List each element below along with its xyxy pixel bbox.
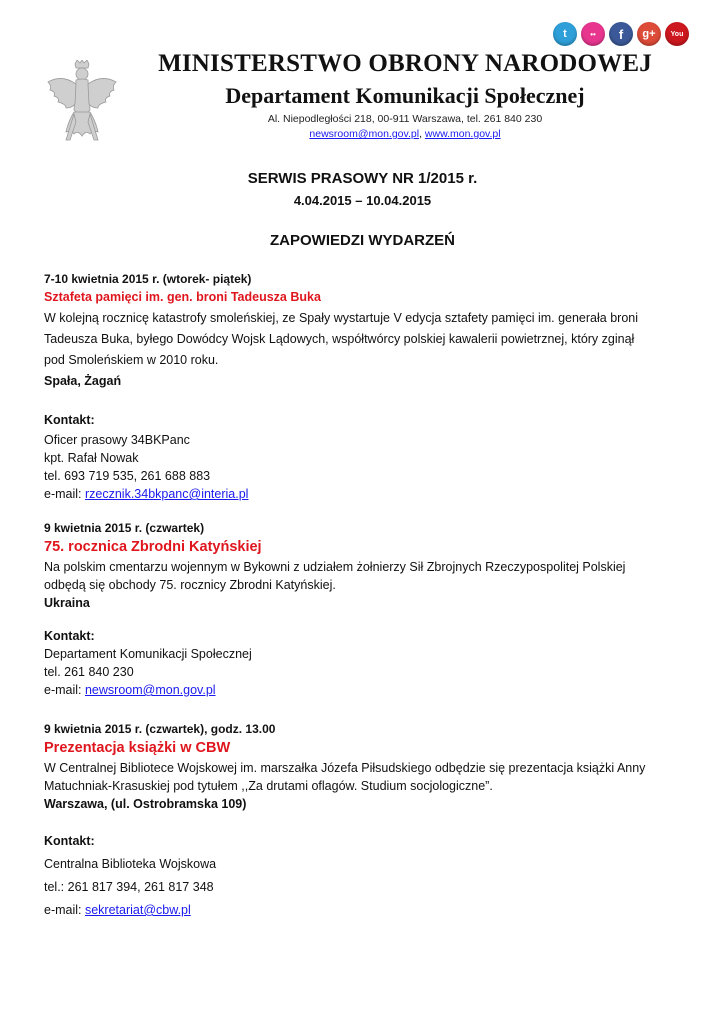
- contact-line: Departament Komunikacji Społecznej: [44, 647, 252, 661]
- website-link[interactable]: www.mon.gov.pl: [424, 128, 501, 140]
- event-place: Ukraina: [44, 596, 90, 610]
- contact-email-link[interactable]: newsroom@mon.gov.pl: [84, 683, 216, 697]
- contact-email-link[interactable]: rzecznik.34bkpanc@interia.pl: [84, 487, 249, 501]
- contact-line: Centralna Biblioteka Wojskowa: [44, 857, 217, 871]
- desc-line: Matuchniak-Krasuskiej pod tytułem ,,Za drutami oflagów. Studium socjologiczne”.: [44, 779, 493, 793]
- contact-email-link[interactable]: sekretariat@cbw.pl: [84, 903, 191, 917]
- desc-line: W Centralnej Bibliotece Wojskowej im. marszałka Józefa Piłsudskiego odbędzie się prezentacja książki Anny: [44, 761, 646, 775]
- link-separator: ,: [419, 128, 425, 140]
- event-description: [44, 558, 682, 594]
- event-place: Spała, Żagań: [44, 374, 122, 388]
- email-label: e-mail:: [44, 903, 85, 917]
- youtube-icon[interactable]: You: [665, 22, 689, 46]
- contact-details: [44, 853, 682, 922]
- email-label: e-mail:: [44, 683, 85, 697]
- event-title: Sztafeta pamięci im. gen. broni Tadeusza Buka: [44, 290, 321, 304]
- event-date: 9 kwietnia 2015 r. (czwartek), godz. 13.00: [44, 722, 276, 736]
- event-block: [44, 720, 682, 922]
- event-description: [44, 759, 682, 795]
- event-date: 7-10 kwietnia 2015 r. (wtorek- piątek): [44, 272, 252, 286]
- contact-line: kpt. Rafał Nowak: [44, 451, 139, 465]
- facebook-icon[interactable]: f: [609, 22, 633, 46]
- contact-email-line: [44, 899, 682, 922]
- event-description: [44, 308, 682, 371]
- contact-details: [44, 645, 682, 699]
- section-title: ZAPOWIEDZI WYDARZEŃ: [270, 232, 455, 249]
- contact-label: Kontakt:: [44, 413, 95, 427]
- desc-line: W kolejną rocznicę katastrofy smoleńskiej, ze Spały wystartuje V edycja sztafety pamięci im. generała broni: [44, 311, 639, 325]
- contact-details: [44, 431, 682, 503]
- address: Al. Niepodległości 218, 00-911 Warszawa, tel. 261 840 230: [267, 113, 543, 125]
- email-label: e-mail:: [44, 487, 85, 501]
- flickr-icon[interactable]: ••: [581, 22, 605, 46]
- contact-line: tel. 261 840 230: [44, 665, 134, 679]
- contact-line: tel.: 261 817 394, 261 817 348: [44, 880, 214, 894]
- contact-email-line: [44, 485, 682, 503]
- desc-line: Na polskim cmentarzu wojennym w Bykowni z udziałem żołnierzy Sił Zbrojnych Rzeczypospolitej Polskiej: [44, 560, 626, 574]
- contact-links: [130, 128, 680, 140]
- newsroom-email-link[interactable]: newsroom@mon.gov.pl: [309, 128, 420, 140]
- desc-line: pod Smoleńskiem w 2010 roku.: [44, 353, 219, 367]
- event-title: 75. rocznica Zbrodni Katyńskiej: [44, 539, 262, 555]
- desc-line: odbędą się obchody 75. rocznicy Zbrodni Katyńskiej.: [44, 578, 336, 592]
- contact-label: Kontakt:: [44, 834, 95, 848]
- desc-line: Tadeusza Buka, byłego Dowódcy Wojsk Lądowych, współtwórcy polskiej kawalerii powietrznej, który zginął: [44, 332, 635, 346]
- event-block: [44, 270, 682, 503]
- contact-email-line: [44, 681, 682, 699]
- event-place: Warszawa, (ul. Ostrobramska 109): [44, 797, 247, 811]
- eagle-emblem-icon: [44, 60, 120, 146]
- contact-line: tel. 693 719 535, 261 688 883: [44, 469, 211, 483]
- event-date: 9 kwietnia 2015 r. (czwartek): [44, 521, 205, 535]
- contact-label: Kontakt:: [44, 629, 95, 643]
- event-block: [44, 519, 682, 699]
- contact-line: Oficer prasowy 34BKPanc: [44, 433, 190, 447]
- event-title: Prezentacja książki w CBW: [44, 740, 231, 756]
- ministry-title: MINISTERSTWO OBRONY NARODOWEJ: [158, 50, 652, 77]
- googleplus-icon[interactable]: g+: [637, 22, 661, 46]
- department-title: Departament Komunikacji Społecznej: [225, 83, 585, 108]
- press-service-title: SERWIS PRASOWY NR 1/2015 r.: [247, 170, 478, 187]
- date-range: 4.04.2015 – 10.04.2015: [293, 193, 432, 208]
- twitter-icon[interactable]: t: [553, 22, 577, 46]
- social-icons: [553, 22, 689, 46]
